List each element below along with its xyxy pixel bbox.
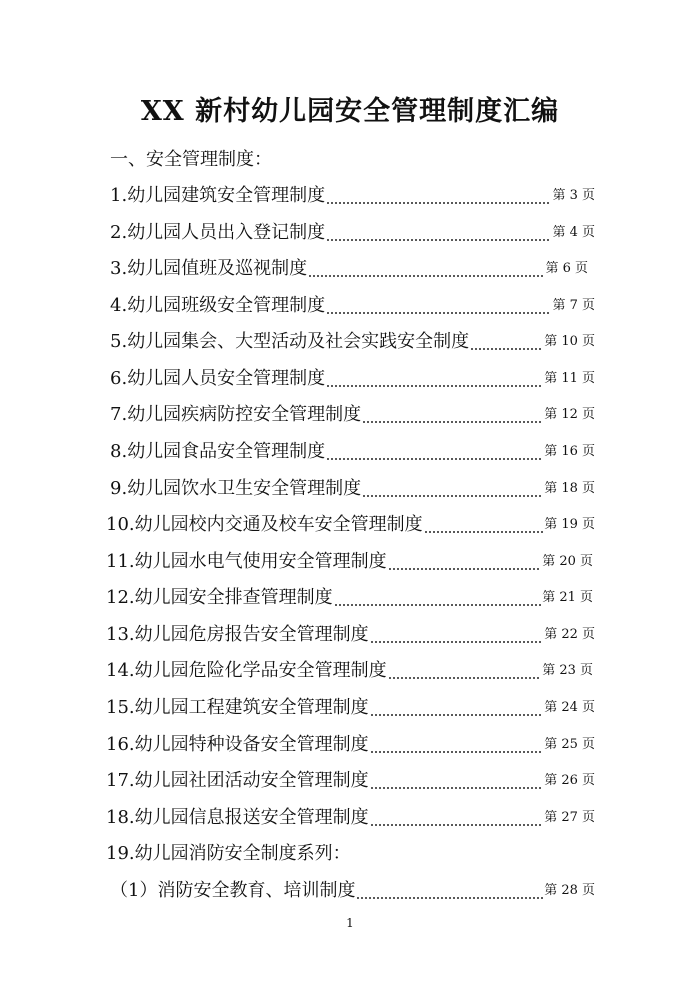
toc-entry-label: 幼儿园值班及巡视制度 — [127, 258, 308, 279]
toc-entry[interactable] — [110, 219, 595, 247]
toc-leader-dots — [388, 657, 542, 685]
toc-leader-dots — [370, 694, 544, 722]
toc-entry-label: 幼儿园饮水卫生安全管理制度 — [127, 478, 362, 499]
toc-entry-number: 6. — [110, 368, 128, 389]
toc-entry[interactable] — [110, 877, 595, 905]
toc-entry-label: 幼儿园水电气使用安全管理制度 — [134, 551, 387, 572]
toc-entry[interactable] — [106, 804, 595, 832]
toc-entry-number: 17. — [106, 770, 135, 791]
toc-entry-label: 幼儿园班级安全管理制度 — [127, 295, 326, 316]
toc-entry-label: 幼儿园危房报告安全管理制度 — [134, 624, 369, 645]
toc-entry-label: 幼儿园信息报送安全管理制度 — [134, 807, 369, 828]
toc-entry-page: 第 12 页 — [544, 407, 595, 422]
toc-entry[interactable] — [106, 657, 593, 685]
toc-entry-page: 第 27 页 — [544, 810, 595, 825]
toc-entry-label: 幼儿园人员安全管理制度 — [127, 368, 326, 389]
toc-entry-page: 第 4 页 — [552, 225, 595, 240]
toc-entry-page: 第 10 页 — [544, 334, 595, 349]
toc-entry-label: 幼儿园建筑安全管理制度 — [127, 185, 326, 206]
toc-entry-number: 19. — [106, 843, 135, 864]
toc-entry-label: 幼儿园疾病防控安全管理制度 — [127, 404, 362, 425]
toc-entry[interactable] — [110, 292, 595, 320]
toc-entry-page: 第 18 页 — [544, 481, 595, 496]
toc-leader-dots — [370, 621, 544, 649]
toc-entry-page: 第 19 页 — [544, 517, 595, 532]
toc-entry-label: 幼儿园安全排查管理制度 — [134, 587, 333, 608]
toc-entry-number: 12. — [106, 587, 135, 608]
toc-entry-number: 3. — [110, 258, 128, 279]
toc-entry[interactable] — [110, 438, 595, 466]
toc-entry-number: 5. — [110, 331, 128, 352]
toc-leader-dots — [326, 219, 551, 247]
toc-entry[interactable] — [110, 328, 595, 356]
toc-entry[interactable] — [106, 584, 593, 612]
toc-leader-dots — [370, 767, 544, 795]
toc-leader-dots — [362, 475, 543, 503]
page-number: 1 — [346, 916, 354, 930]
toc-entry-number: 2. — [110, 222, 128, 243]
toc-leader-dots — [370, 804, 544, 832]
toc-entry[interactable] — [106, 621, 595, 649]
toc-entry-number: （1） — [110, 880, 158, 901]
toc-entry[interactable] — [110, 401, 595, 429]
toc-entry[interactable] — [110, 475, 595, 503]
toc-entry-label: 幼儿园消防安全制度系列： — [134, 843, 351, 864]
toc-leader-dots — [362, 401, 543, 429]
toc-entry-page: 第 11 页 — [544, 371, 595, 386]
toc-entry-page: 第 3 页 — [552, 188, 595, 203]
section-heading: 一、安全管理制度： — [110, 149, 272, 170]
toc-entry[interactable] — [110, 255, 588, 283]
toc-leader-dots — [334, 584, 542, 612]
toc-entry-label: 幼儿园人员出入登记制度 — [127, 222, 326, 243]
toc-entry-label: 幼儿园工程建筑安全管理制度 — [134, 697, 369, 718]
toc-entry-page: 第 23 页 — [542, 663, 593, 678]
toc-entry-number: 14. — [106, 660, 135, 681]
toc-leader-dots — [424, 511, 544, 539]
toc-entry-page: 第 7 页 — [552, 298, 595, 313]
toc-entry-label: 消防安全教育、培训制度 — [157, 880, 356, 901]
toc-entry-number: 10. — [106, 514, 135, 535]
toc-leader-dots — [470, 328, 543, 356]
toc-entry-label: 幼儿园危险化学品安全管理制度 — [134, 660, 387, 681]
toc-entry[interactable] — [110, 365, 595, 393]
toc-entry-label: 幼儿园特种设备安全管理制度 — [134, 734, 369, 755]
toc-entry-number: 1. — [110, 185, 128, 206]
toc-entry-page: 第 21 页 — [542, 590, 593, 605]
toc-leader-dots — [370, 731, 544, 759]
toc-leader-dots — [388, 548, 542, 576]
toc-leader-dots — [326, 182, 551, 210]
toc-entry-page: 第 22 页 — [544, 627, 595, 642]
toc-entry-page: 第 26 页 — [544, 773, 595, 788]
toc-entry-label: 幼儿园集会、大型活动及社会实践安全制度 — [127, 331, 470, 352]
toc-leader-dots — [326, 365, 543, 393]
toc-entry-number: 13. — [106, 624, 135, 645]
toc-entry-label: 幼儿园校内交通及校车安全管理制度 — [134, 514, 423, 535]
toc-entry-number: 7. — [110, 404, 128, 425]
toc-entry-page: 第 6 页 — [545, 261, 588, 276]
toc-leader-dots — [356, 877, 543, 905]
toc-entry-number: 9. — [110, 478, 128, 499]
toc-entry[interactable] — [106, 767, 595, 795]
toc-entry[interactable] — [106, 731, 595, 759]
toc-entry-number: 11. — [106, 551, 135, 572]
toc-entry-page: 第 25 页 — [544, 737, 595, 752]
toc-entry-number: 18. — [106, 807, 135, 828]
toc-entry-page: 第 20 页 — [542, 554, 593, 569]
toc-leader-dots — [326, 292, 551, 320]
toc-entry-label: 幼儿园社团活动安全管理制度 — [134, 770, 369, 791]
toc-entry-page: 第 16 页 — [544, 444, 595, 459]
toc-entry-number: 16. — [106, 734, 135, 755]
toc-entry[interactable] — [106, 511, 595, 539]
toc-entry[interactable] — [110, 182, 595, 210]
toc-entry[interactable] — [106, 694, 595, 722]
toc-leader-dots — [326, 438, 543, 466]
document-title: XX 新村幼儿园安全管理制度汇编 — [140, 96, 560, 127]
toc-entry-number: 4. — [110, 295, 128, 316]
toc-entry-label: 幼儿园食品安全管理制度 — [127, 441, 326, 462]
toc-entry-group-heading[interactable] — [106, 840, 595, 868]
toc-leader-dots — [308, 255, 544, 283]
toc-entry-number: 15. — [106, 697, 135, 718]
toc-entry-number: 8. — [110, 441, 128, 462]
toc-entry-page: 第 28 页 — [544, 883, 595, 898]
toc-entry[interactable] — [106, 548, 593, 576]
toc-entry-page: 第 24 页 — [544, 700, 595, 715]
